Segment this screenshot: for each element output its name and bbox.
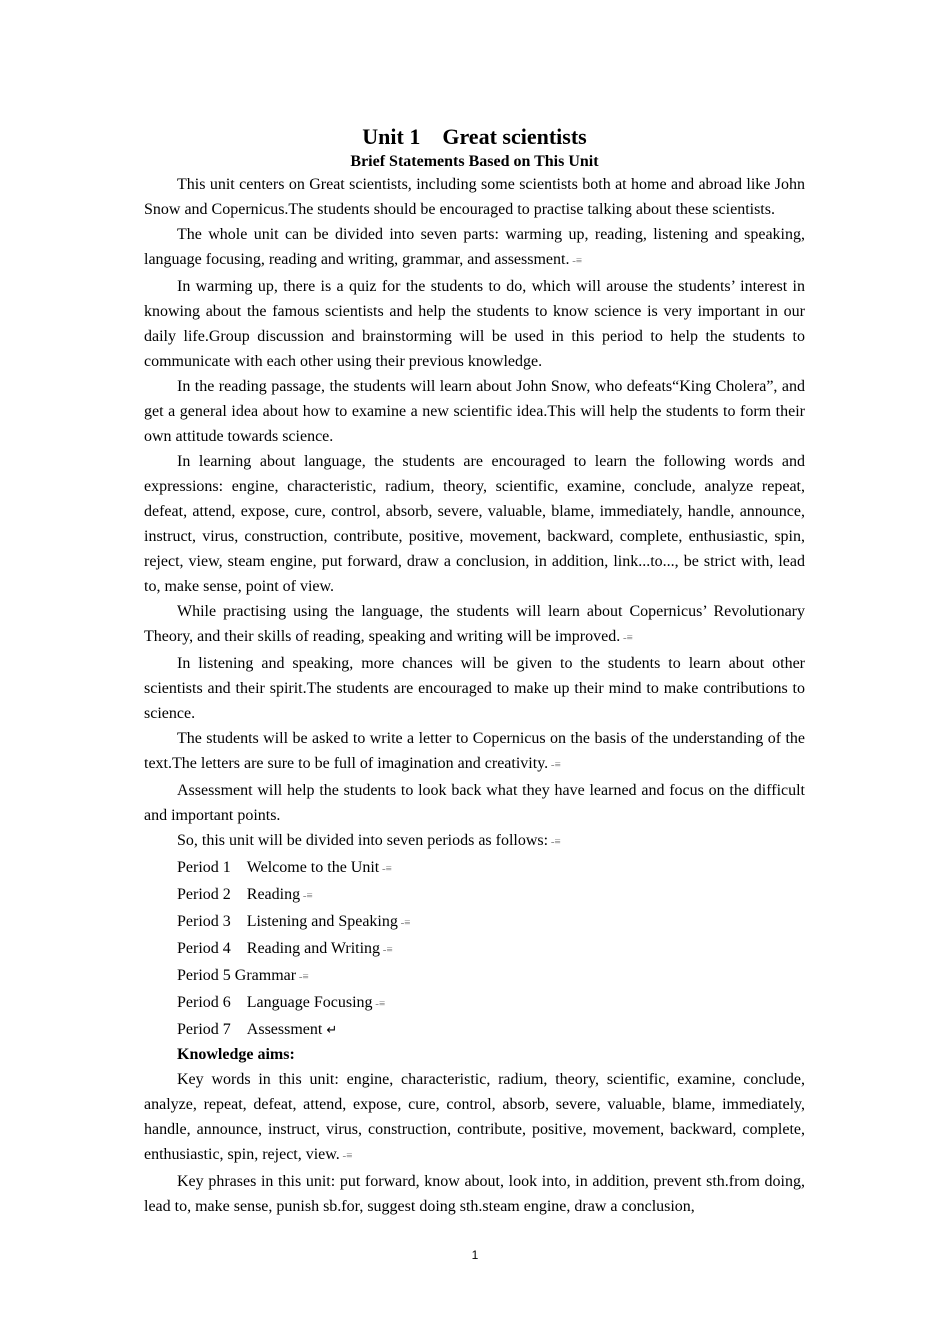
period-number: Period 4 [177,940,231,957]
period-name: Reading [246,886,301,903]
page-number: 1 [471,1248,479,1262]
paragraph [144,1067,805,1169]
paragraph: In the reading passage, the students will learn about John Snow, who defeats“King Cholera”, and get a general idea about how to examine a new scientific idea.This will help the students to form their own attitude towards science. [144,378,805,445]
paragraph-text: The students will be asked to write a letter to Copernicus on the basis of the understanding of the text.The letters are sure to be full of imagination and creativity. [144,730,805,772]
period-name: Language Focusing [246,994,373,1011]
unit-title: Unit 1 Great scientists [362,124,587,149]
paragraph-mark-icon: ↵ [326,1022,338,1037]
period-number: Period 5 [177,967,231,984]
paragraph: In learning about language, the students are encouraged to learn the following words and expressions: engine, characteristic, radium, theory, scientific, examine, conclude, analyze repeat, defeat, attend, expose, cure, control, absorb, severe, valuable, blame, immediately, handle, announce, instruct, virus, construction, contribute, positive, movement, backward, complete, enthusiastic, spin, reject, view, steam engine, put forward, draw a conclusion, in addition, link...to..., be strict with, lead to, make sense, point of view. [144,453,805,595]
paragraph [144,726,805,778]
period-name: Grammar [234,967,297,984]
key-words: Key words in this unit: engine, characteristic, radium, theory, scientific, examine, conclude, analyze, repeat, defeat, attend, expose, cure, control, absorb, severe, valuable, blame, immediately, handle, announce, instruct, virus, construction, contribute, positive, movement, backward, complete, enthusiastic, spin, reject, view. [144,1071,805,1163]
unit-subtitle: Brief Statements Based on This Unit [350,153,599,170]
paragraph: In warming up, there is a quiz for the students to do, which will arouse the students’ interest in knowing about the famous scientists and help the students to know science is very important in our daily life.Group discussion and brainstorming will be used in this period to help the students to communicate with each other using their previous knowledge. [144,278,805,370]
period-name: Listening and Speaking [246,913,398,930]
period-number: Period 3 [177,913,231,930]
key-phrases: Key phrases in this unit: put forward, know about, look into, in addition, prevent sth.from doing, lead to, make sense, punish sb.for, suggest doing sth.steam engine, draw a conclusion, [144,1173,805,1215]
paragraph: Assessment will help the students to look back what they have learned and focus on the difficult and important points. [144,782,805,824]
period-item [144,936,805,963]
period-number: Period 7 [177,1021,231,1038]
paragraph-text: The whole unit can be divided into seven parts: warming up, reading, listening and speaking, language focusing, reading and writing, grammar, and assessment. [144,226,805,268]
period-name: Reading and Writing [246,940,381,957]
paragraph: In listening and speaking, more chances will be given to the students to learn about other scientists and their spirit.The students are encouraged to make up their mind to make contributions to science. [144,655,805,722]
period-number: Period 1 [177,859,231,876]
period-number: Period 2 [177,886,231,903]
period-item [144,963,805,990]
paragraph: This unit centers on Great scientists, including some scientists both at home and abroad like John Snow and Copernicus.The students should be encouraged to practise talking about these scientists. [144,176,805,218]
knowledge-aims-heading: Knowledge aims: [177,1046,295,1063]
period-number: Period 6 [177,994,231,1011]
period-item [144,990,805,1017]
document-page [144,122,805,1219]
paragraph-text: So, this unit will be divided into seven periods as follows: [177,832,549,849]
period-item [144,855,805,882]
paragraph [144,222,805,274]
period-item [144,882,805,909]
period-name: Welcome to the Unit [246,859,380,876]
period-name: Assessment [246,1021,323,1038]
paragraph [144,599,805,651]
period-item [144,1017,805,1042]
paragraph-text: While practising using the language, the students will learn about Copernicus’ Revolutionary Theory, and their skills of reading, speaking and writing will be improved. [144,603,805,645]
period-item [144,909,805,936]
paragraph [144,828,805,855]
